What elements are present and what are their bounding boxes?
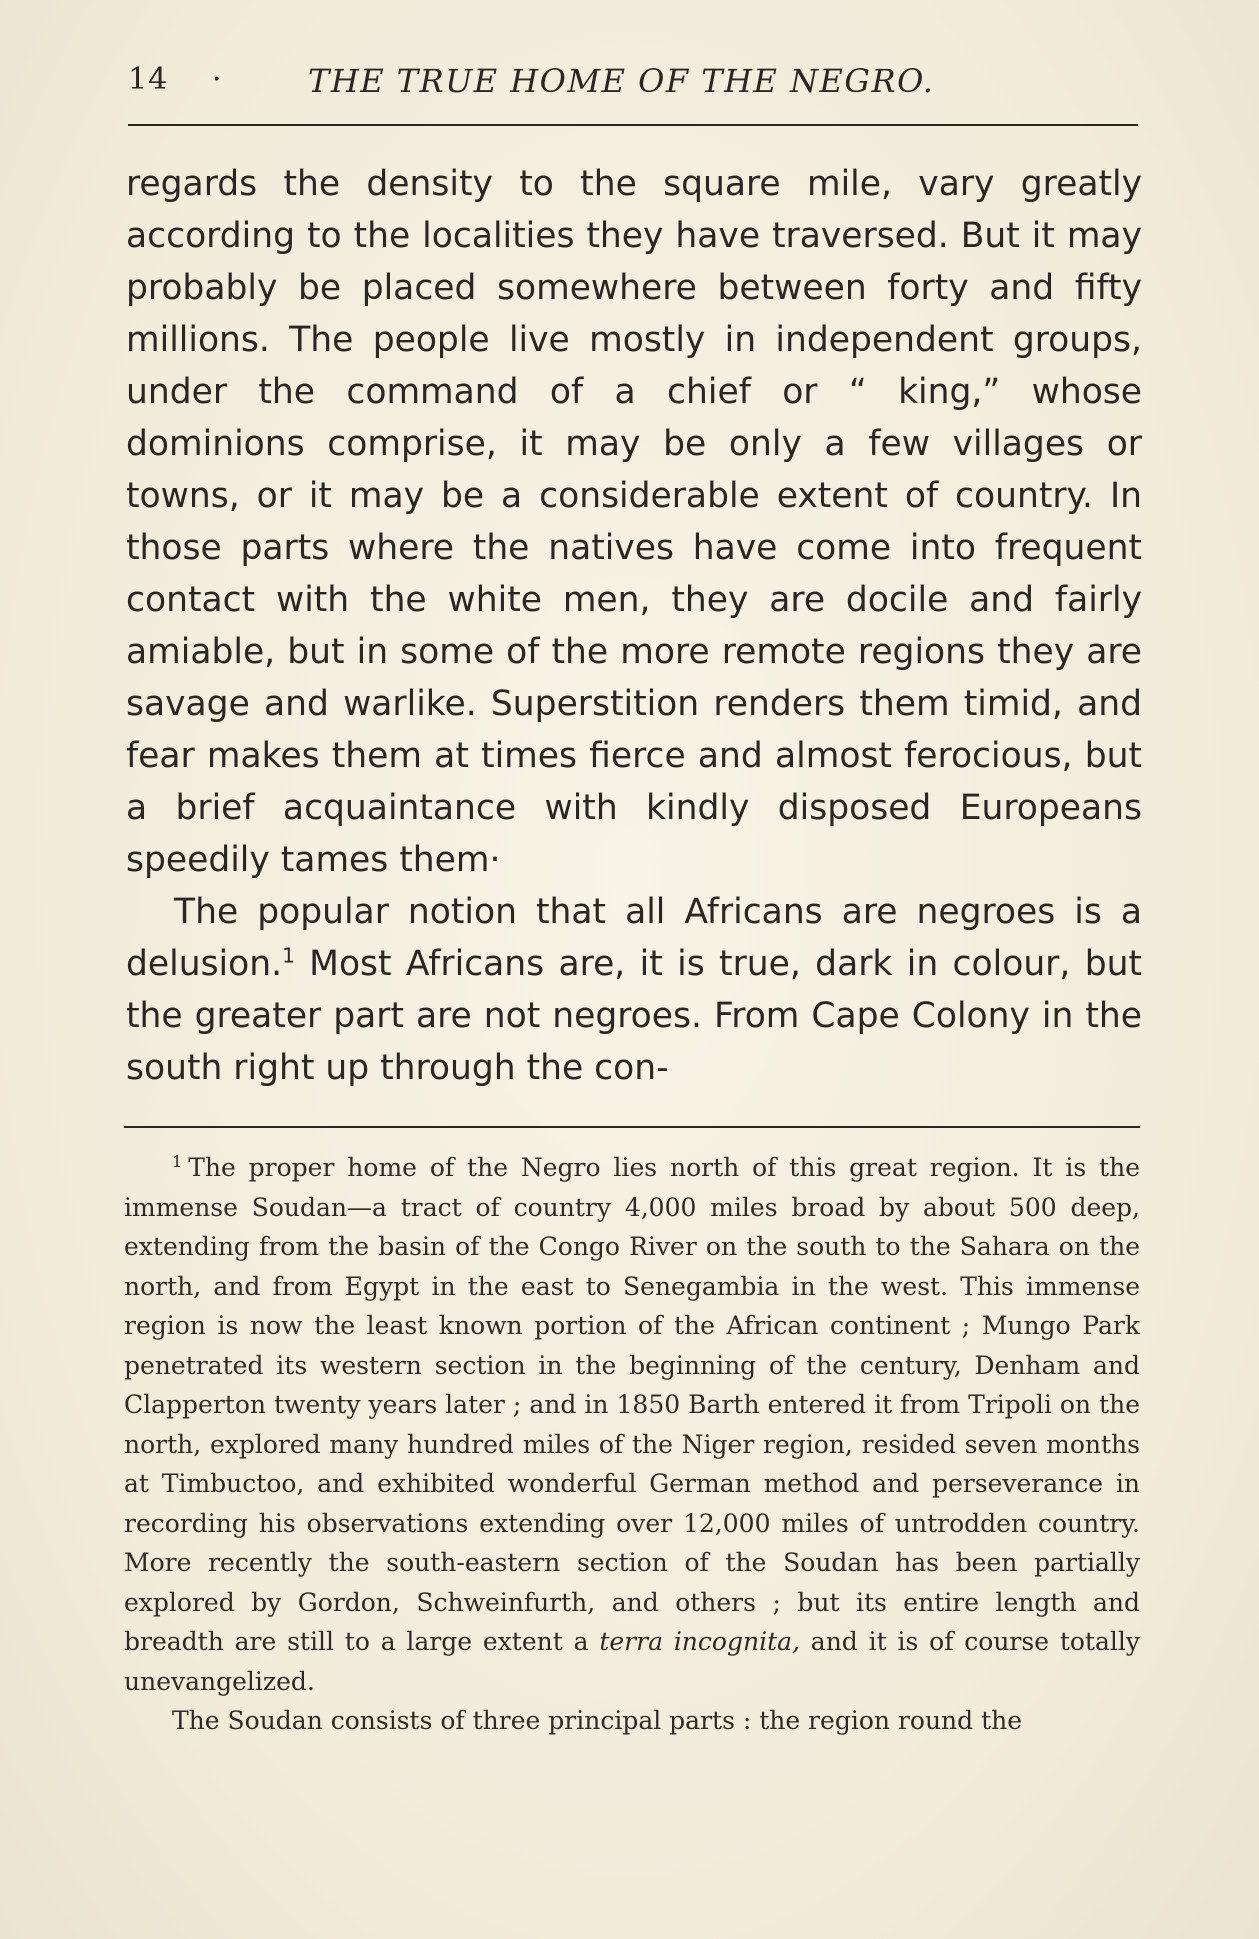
footnote-1-italic: terra incognita, — [599, 1627, 800, 1656]
page-number: 14 — [128, 62, 169, 97]
header-separator: · — [212, 62, 223, 97]
footnote-1 — [124, 1148, 1140, 1701]
footnote-1-text: The proper home of the Negro lies north of this great region. It is the immense Soudan—a tract of country 4,000 miles broad by about 500 deep, extending from the basin of the Congo River on the south to the Sahara on the north, and from Egypt in the east to Senegambia in the west. This immense region is now the least known portion of the African continent ; Mungo Park penetrated its western section in the beginning of the century, Denham and Clapperton twenty years later ; and in 1850 Barth entered it from Tripoli on the north, explored many hundred miles of the Niger region, resided seven months at Timbuctoo, and exhibited wonderful German method and perseverance in recording his observations extending over 12,000 miles of untrodden country. More recently the south-eastern section of the Soudan has been partially explored by Gordon, Schweinfurth, and others ; but its entire length and breadth are still to a large extent a — [124, 1153, 1140, 1656]
paragraph-2 — [126, 886, 1142, 1094]
footnote-marker: 1 — [172, 1151, 183, 1171]
footnote-continuation: The Soudan consists of three principal parts : the region round the — [172, 1706, 1023, 1735]
header-rule — [128, 124, 1138, 126]
running-title: THE TRUE HOME OF THE NEGRO. — [308, 62, 935, 100]
paragraph-1: regards the density to the square mile, vary greatly according to the localities they have traversed. But it may probably be placed somewhere between forty and fifty millions. The people live mostly in independent groups, under the command of a chief or “ king,” whose dominions comprise, it may be only a few villages or towns, or it may be a considerable extent of country. In those parts where the natives have come into frequent contact with the white men, they are docile and fairly amiable, but in some of the more remote regions they are savage and warlike. Superstition renders them timid, and fear makes them at times fierce and almost ferocious, but a brief acquaintance with kindly disposed Europeans speedily tames them· — [126, 164, 1142, 880]
body-text — [126, 158, 1142, 1094]
footnotes — [124, 1148, 1140, 1741]
footnote-rule — [124, 1126, 1140, 1128]
footnote-reference[interactable]: 1 — [282, 943, 295, 968]
paragraph-2-rest: Most Africans are, it is true, dark in colour, but the greater part are not negroes. From Cape Colony in the south right up through the con- — [126, 944, 1142, 1088]
page-header — [128, 62, 1138, 112]
paragraph-2-start: The popular notion that all Africans are negroes is a delusion. — [126, 892, 1142, 984]
footnote-1-end: and it is of course totally unevangelized. — [124, 1627, 1140, 1696]
